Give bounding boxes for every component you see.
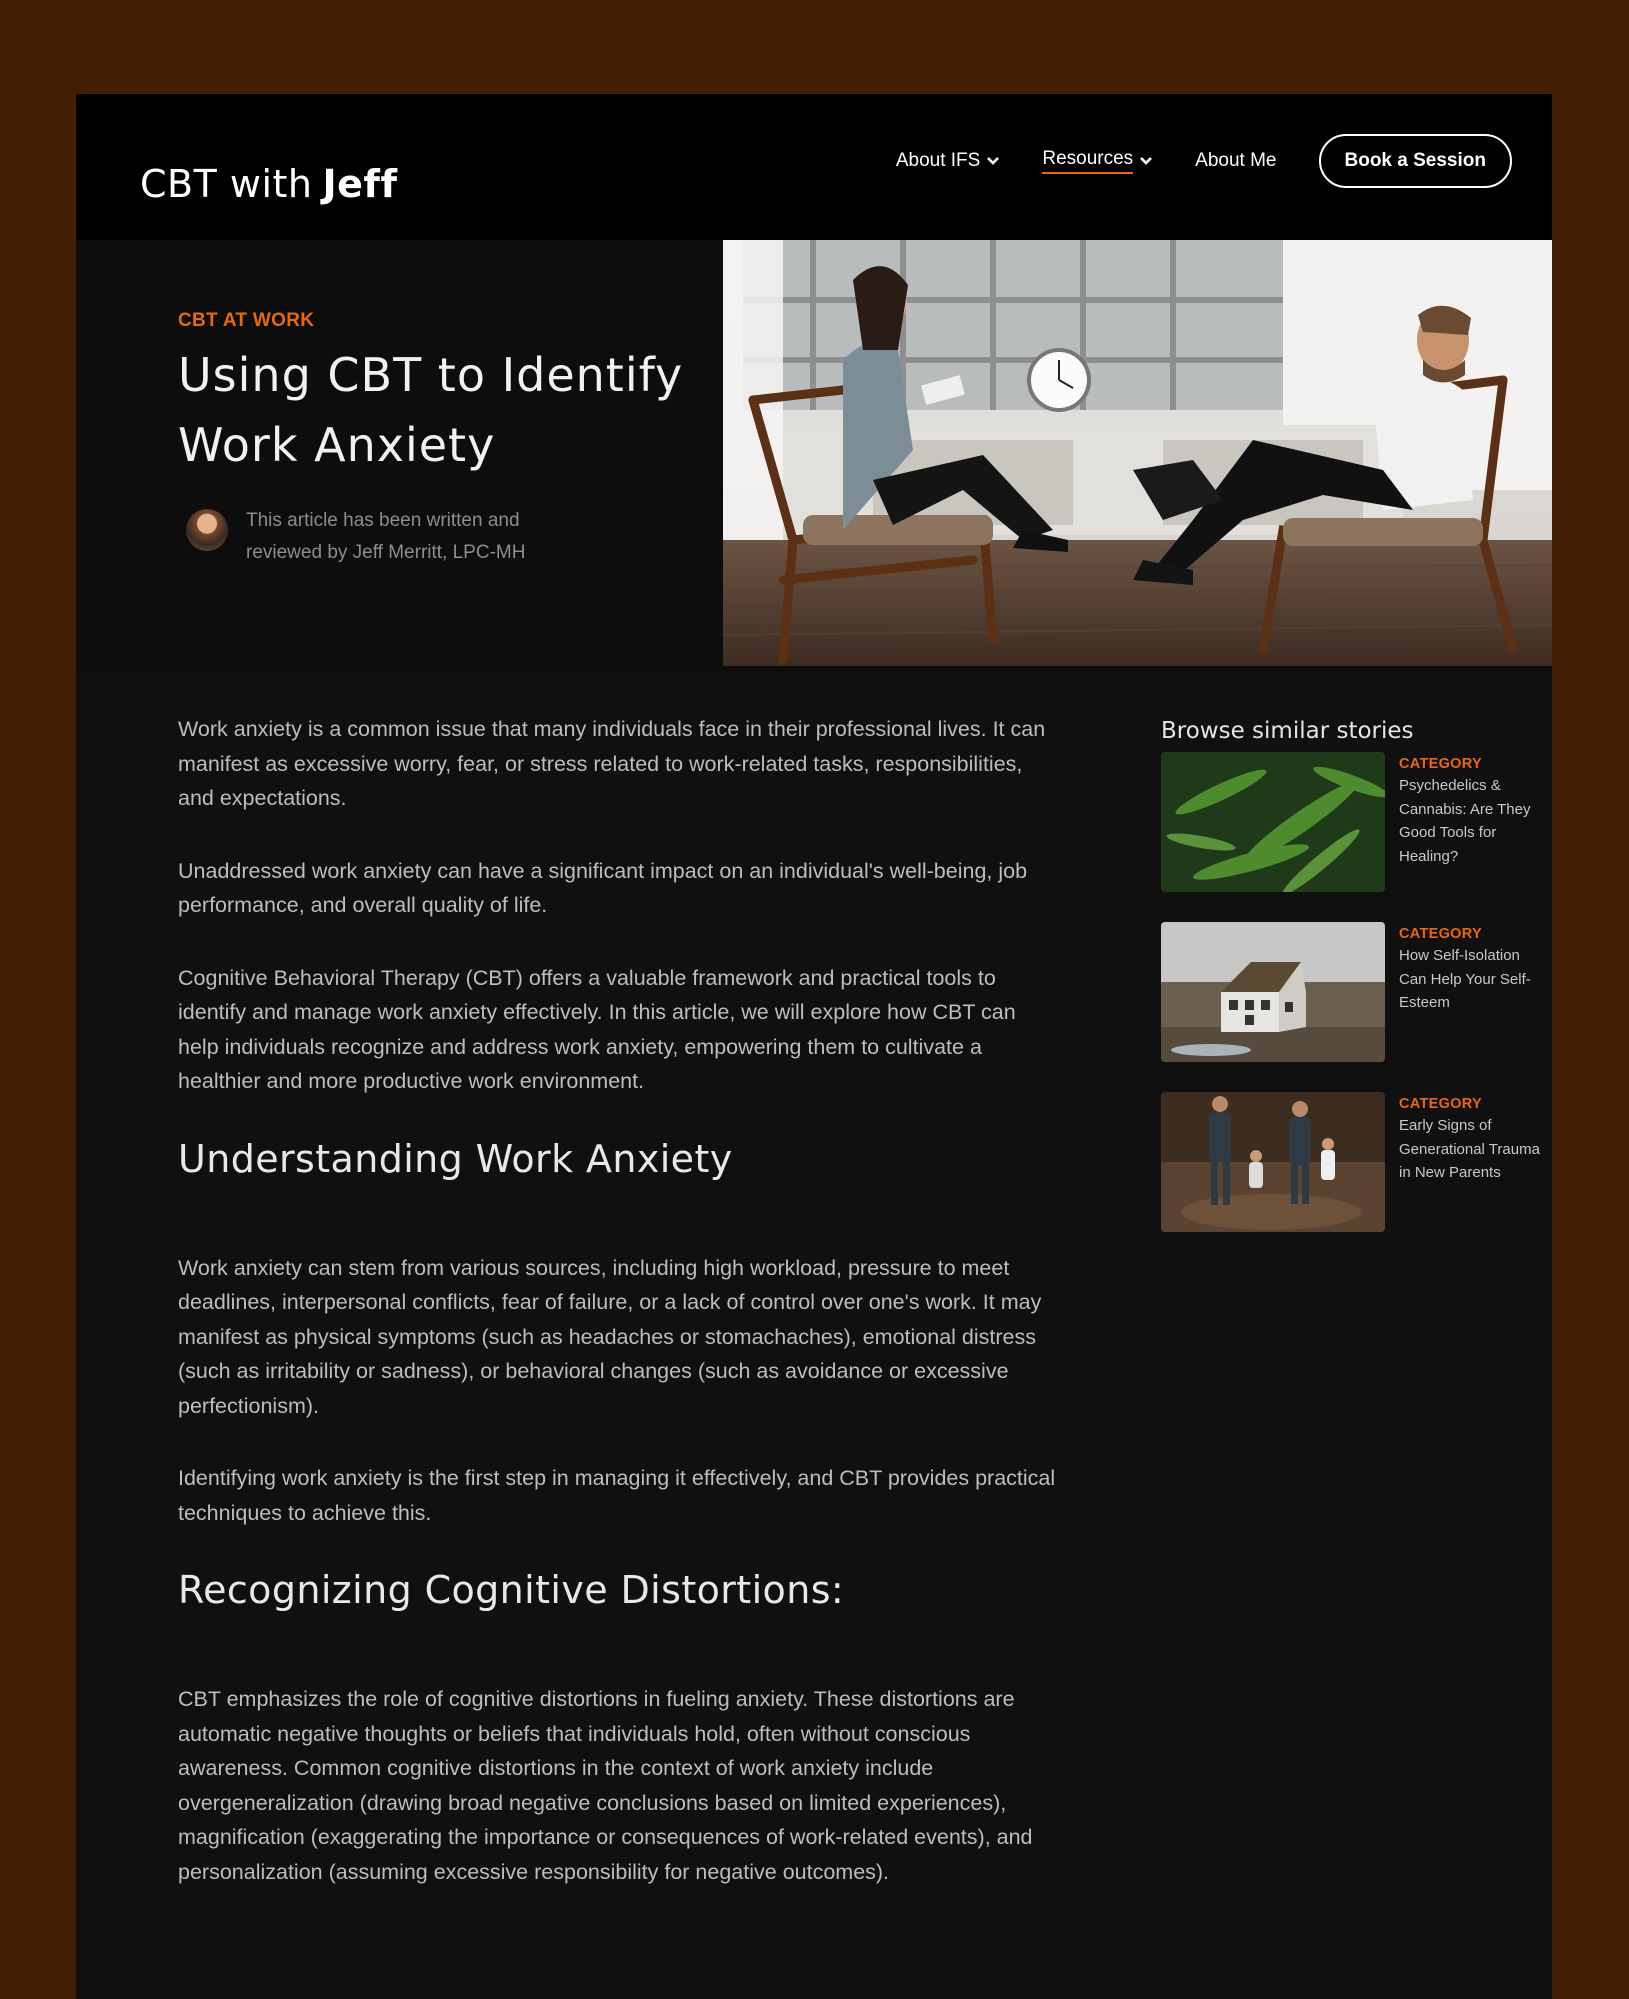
article-category[interactable]: CBT AT WORK bbox=[178, 310, 315, 331]
family-walking-image bbox=[1161, 1092, 1385, 1232]
hero-text bbox=[178, 240, 698, 672]
story-category: CATEGORY bbox=[1399, 756, 1482, 772]
story-card[interactable] bbox=[1161, 752, 1541, 892]
chevron-down-icon bbox=[1139, 154, 1153, 168]
article-paragraph: Work anxiety is a common issue that many individuals face in their professional lives. It can manifest as excessive worry, fear, or stress related to work-related tasks, responsibilities, and expectations. bbox=[178, 717, 1046, 810]
nav-item-about-me[interactable] bbox=[1195, 134, 1276, 188]
article-paragraph: Identifying work anxiety is the first step in managing it effectively, and CBT provides practical techniques to achieve this. bbox=[178, 1466, 1056, 1525]
fern-image bbox=[1161, 752, 1385, 892]
story-title: Psychedelics & Cannabis: Are They Good Tools for Healing? bbox=[1399, 777, 1531, 865]
story-info bbox=[1399, 1092, 1541, 1232]
story-thumbnail bbox=[1161, 1092, 1385, 1232]
article-body bbox=[178, 712, 1058, 1927]
nav-item-resources[interactable] bbox=[1042, 134, 1153, 188]
sidebar-title: Browse similar stories bbox=[1161, 718, 1414, 744]
nav-item-about-ifs[interactable] bbox=[896, 134, 1001, 188]
section-heading: Understanding Work Anxiety bbox=[178, 1136, 733, 1181]
hero-image bbox=[723, 240, 1552, 666]
story-category: CATEGORY bbox=[1399, 1096, 1482, 1112]
author-text: This article has been written and reviewed by Jeff Merritt, LPC-MH bbox=[246, 510, 526, 563]
story-title: Early Signs of Generational Trauma in New Parents bbox=[1399, 1117, 1540, 1181]
author-byline bbox=[186, 505, 586, 569]
story-card[interactable] bbox=[1161, 1092, 1541, 1232]
main-nav bbox=[896, 134, 1512, 188]
story-card[interactable] bbox=[1161, 922, 1541, 1062]
article-hero bbox=[76, 240, 1552, 672]
story-thumbnail bbox=[1161, 922, 1385, 1062]
article-paragraph: CBT emphasizes the role of cognitive distortions in fueling anxiety. These distortions are automatic negative thoughts or beliefs that individuals hold, often without conscious awareness. Common cognitive distortions in the context of work anxiety include overgeneralization (drawing broad negative conclusions based on limited experiences), magnification (exaggerating the importance or consequences of work-related events), and personalization (assuming excessive responsibility for negative outcomes). bbox=[178, 1687, 1033, 1884]
author-avatar bbox=[186, 509, 228, 551]
section-heading: Recognizing Cognitive Distortions: bbox=[178, 1568, 845, 1612]
similar-stories-sidebar bbox=[1161, 718, 1541, 1262]
house-landscape-image bbox=[1161, 922, 1385, 1062]
article-paragraph: Work anxiety can stem from various sources, including high workload, pressure to meet deadlines, interpersonal conflicts, fear of failure, or a lack of control over one's work. It may manifest as physical symptoms (such as headaches or stomachaches), emotional distress (such as irritability or sadness), or behavioral changes (such as avoidance or excessive perfectionism). bbox=[178, 1255, 1042, 1418]
nav-label: About Me bbox=[1195, 150, 1277, 171]
chevron-down-icon bbox=[986, 154, 1000, 168]
story-title: How Self-Isolation Can Help Your Self-Esteem bbox=[1399, 947, 1531, 1011]
article-paragraph: Cognitive Behavioral Therapy (CBT) offers a valuable framework and practical tools to identify and manage work anxiety effectively. In this article, we will explore how CBT can help individuals recognize and address work anxiety, empowering them to cultivate a healthier and more productive work environment. bbox=[178, 965, 1016, 1093]
therapy-session-illustration bbox=[723, 240, 1552, 666]
story-category: CATEGORY bbox=[1399, 926, 1482, 942]
nav-label: Resources bbox=[1042, 148, 1133, 174]
story-info bbox=[1399, 922, 1541, 1062]
page bbox=[76, 94, 1552, 1999]
nav-label: About IFS bbox=[895, 150, 981, 171]
article-title: Using CBT to Identify Work Anxiety bbox=[178, 348, 684, 472]
article-paragraph: Unaddressed work anxiety can have a significant impact on an individual's well-being, job performance, and overall quality of life. bbox=[178, 858, 1028, 917]
story-info bbox=[1399, 752, 1541, 892]
logo-text-light: CBT with bbox=[140, 162, 313, 206]
site-header bbox=[76, 94, 1552, 240]
site-logo[interactable] bbox=[140, 162, 398, 206]
book-session-button[interactable]: Book a Session bbox=[1319, 134, 1513, 188]
story-thumbnail bbox=[1161, 752, 1385, 892]
logo-text-bold: Jeff bbox=[322, 162, 398, 206]
